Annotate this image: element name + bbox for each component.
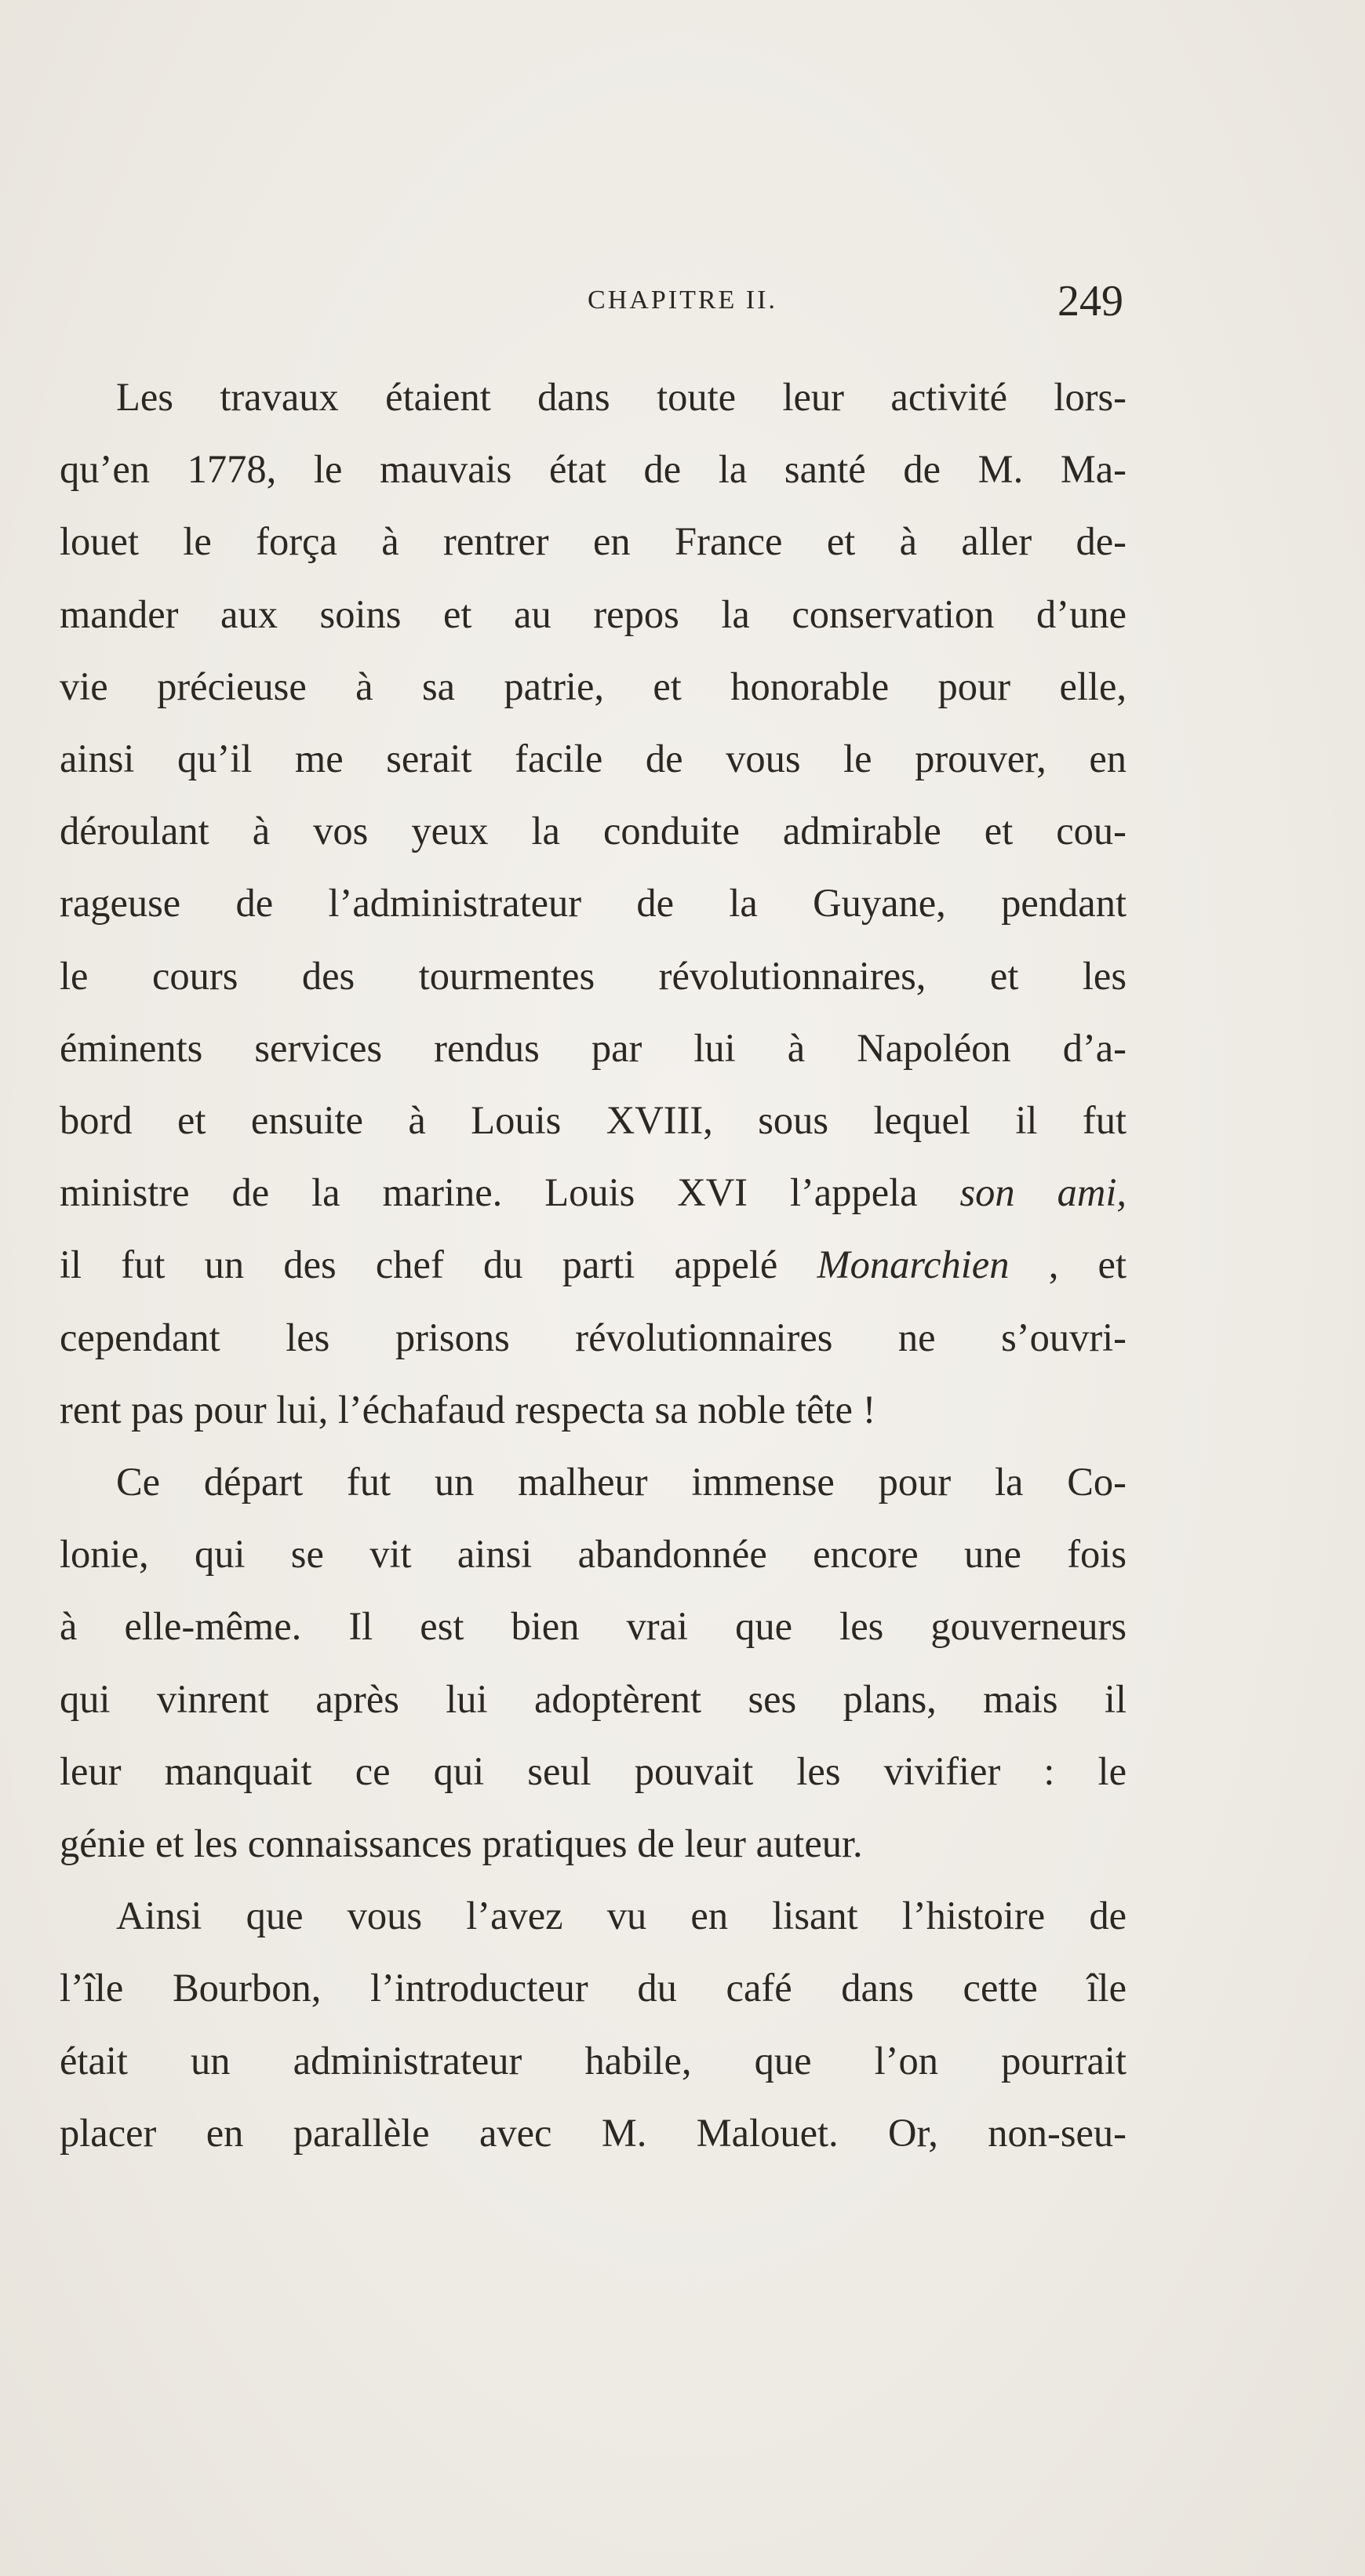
text-line bbox=[60, 1156, 1127, 1228]
text-line: à elle-même. Il est bien vrai que les gouverneurs bbox=[60, 1604, 1127, 1649]
text-line: Ce départ fut un malheur immense pour la Co- bbox=[116, 1460, 1127, 1504]
text-line: génie et les connaissances pratiques de leur auteur. bbox=[60, 1821, 863, 1866]
text-line: éminents services rendus par lui à Napoléon d’a- bbox=[60, 1025, 1127, 1070]
text-line: leur manquait ce qui seul pouvait les vivifier : le bbox=[60, 1748, 1127, 1793]
text-line: bord et ensuite à Louis XVIII, sous lequel il fut bbox=[60, 1098, 1127, 1143]
running-title: CHAPITRE II. bbox=[588, 286, 777, 315]
text-line: cependant les prisons révolutionnaires ne s’ouvri- bbox=[60, 1315, 1127, 1359]
text-line: Les travaux étaient dans toute leur activité lors- bbox=[116, 375, 1127, 419]
italic-text: Monarchien bbox=[817, 1243, 1010, 1287]
page-number: 249 bbox=[1057, 277, 1123, 326]
text-run: ministre de la marine. Louis XVI l’appela bbox=[60, 1170, 960, 1215]
text-line: qui vinrent après lui adoptèrent ses plans, mais il bbox=[60, 1676, 1127, 1721]
text-line: lonie, qui se vit ainsi abandonnée encore une fois bbox=[60, 1532, 1127, 1577]
text-line: rageuse de l’administrateur de la Guyane, pendant bbox=[60, 881, 1127, 926]
text-line: ainsi qu’il me serait facile de vous le prouver, en bbox=[60, 737, 1127, 781]
body-text bbox=[60, 361, 1127, 2169]
text-line: déroulant à vos yeux la conduite admirable et cou- bbox=[60, 809, 1127, 853]
text-line bbox=[60, 1228, 1127, 1301]
text-line: rent pas pour lui, l’échafaud respecta sa noble tête ! bbox=[60, 1387, 876, 1432]
text-run: , et bbox=[1009, 1243, 1127, 1287]
text-line: Ainsi que vous l’avez vu en lisant l’histoire de bbox=[116, 1894, 1127, 1938]
text-line: louet le força à rentrer en France et à aller de- bbox=[60, 519, 1127, 564]
text-line: vie précieuse à sa patrie, et honorable pour elle, bbox=[60, 664, 1127, 708]
text-line: qu’en 1778, le mauvais état de la santé de M. Ma- bbox=[60, 447, 1127, 492]
text-line: mander aux soins et au repos la conservation d’une bbox=[60, 591, 1127, 636]
text-line: l’île Bourbon, l’introducteur du café dans cette île bbox=[60, 1966, 1127, 2010]
italic-text: son ami, bbox=[959, 1170, 1127, 1215]
text-run: il fut un des chef du parti appelé bbox=[60, 1243, 817, 1287]
text-line: était un administrateur habile, que l’on pourrait bbox=[60, 2038, 1127, 2083]
text-line: le cours des tourmentes révolutionnaires, et les bbox=[60, 953, 1127, 998]
text-line: placer en parallèle avec M. Malouet. Or, non-seu- bbox=[60, 2110, 1127, 2155]
